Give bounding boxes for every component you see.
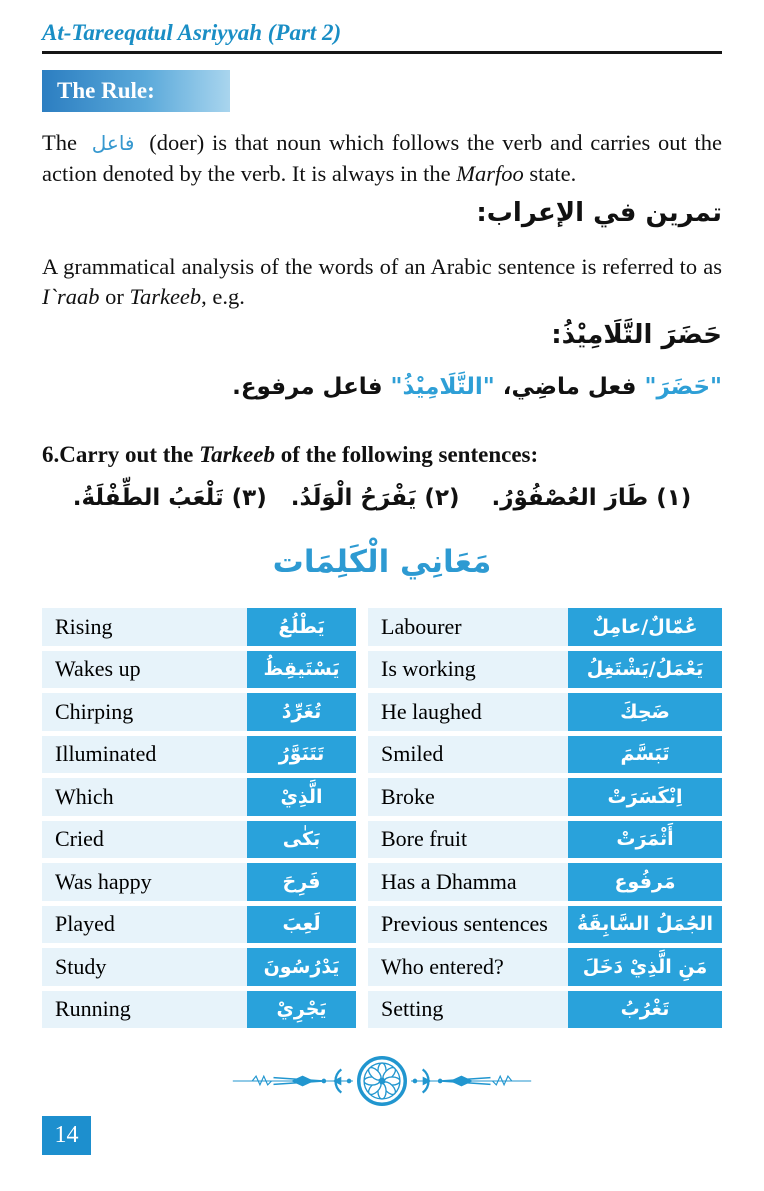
iraab-term: I`raab (42, 283, 100, 309)
page-number-badge (42, 1116, 91, 1155)
rule-heading-banner (42, 70, 230, 112)
vocab-arabic-right: مَرفُوع (568, 863, 722, 901)
vocab-english-right: Bore fruit (368, 821, 568, 859)
vocab-arabic-right: عُمّالٌ/عامِلٌ (568, 608, 722, 646)
exercise-sentences: (١) طَارَ العُصْفُوْرُ. (٢) يَفْرَحُ الْوَلَدُ. (٣) تَلْعَبُ الطِّفْلَةُ. (72, 485, 692, 511)
vocab-arabic-left: بَكٰى (247, 821, 356, 859)
rule-paragraph (42, 128, 722, 188)
irab-exercise-heading: تمرين في الإعراب: (476, 198, 722, 228)
vocabulary-heading: مَعَانِي الْكَلِمَات (272, 544, 492, 580)
table-row (42, 821, 722, 859)
irab-paragraph (42, 252, 722, 311)
analysis-text-1: فعل ماضِي، (494, 374, 645, 400)
vocab-english-left: Rising (42, 608, 247, 646)
vocab-english-left: Chirping (42, 693, 247, 731)
irab-paragraph-mid: or (99, 283, 130, 309)
exercise-6-heading (42, 442, 722, 468)
vocab-arabic-right: تَغْرُبُ (568, 991, 722, 1029)
irab-paragraph-end: , e.g. (201, 283, 245, 309)
irab-paragraph-start: A grammatical analysis of the words of an Arabic sentence is referred to as (42, 254, 722, 279)
arabic-term-doer: فاعل (91, 131, 135, 155)
vocab-english-right: Is working (368, 651, 568, 689)
column-gap (356, 651, 368, 689)
vocab-english-left: Cried (42, 821, 247, 859)
vocab-english-right: Who entered? (368, 948, 568, 986)
table-row (42, 778, 722, 816)
exercise-heading-tarkeeb: Tarkeeb (199, 442, 275, 467)
vocab-english-right: Broke (368, 778, 568, 816)
marfoo-term: Marfoo (456, 160, 524, 186)
table-row (42, 693, 722, 731)
vocab-english-right: He laughed (368, 693, 568, 731)
footer-ornament (42, 1050, 722, 1117)
table-row (42, 991, 722, 1029)
exercise-heading-end: of the following sentences: (274, 442, 539, 467)
vocab-english-right: Previous sentences (368, 906, 568, 944)
vocab-english-left: Running (42, 991, 247, 1029)
exercise-heading-start: 6.Carry out the (42, 442, 200, 467)
column-gap (356, 863, 368, 901)
vocab-english-right: Labourer (368, 608, 568, 646)
vocab-english-right: Smiled (368, 736, 568, 774)
table-row (42, 948, 722, 986)
vocab-english-left: Which (42, 778, 247, 816)
vocab-arabic-left: يَطْلُعُ (247, 608, 356, 646)
vocab-arabic-right: تَبَسَّمَ (568, 736, 722, 774)
vocab-arabic-left: الَّذِيْ (247, 778, 356, 816)
rule-paragraph-middle: (doer) is that noun which follows the verb and carries out the action denoted by the verb. It is always in the (42, 130, 722, 186)
vocab-arabic-left: فَرِحَ (247, 863, 356, 901)
vocab-arabic-right: ضَحِكَ (568, 693, 722, 731)
vocab-english-left: Illuminated (42, 736, 247, 774)
vocab-arabic-right: مَنِ الَّذِيْ دَخَلَ (568, 948, 722, 986)
rule-paragraph-start: The (42, 130, 85, 155)
table-row (42, 651, 722, 689)
table-row (42, 736, 722, 774)
analysis-text-2: فاعل مرفوع. (232, 374, 391, 400)
vocab-arabic-left: تَتَنَوَّرُ (247, 736, 356, 774)
rule-heading-label: The Rule: (57, 78, 155, 103)
vocab-arabic-left: يَدْرُسُونَ (247, 948, 356, 986)
column-gap (356, 778, 368, 816)
vocab-english-left: Played (42, 906, 247, 944)
book-title: At-Tareeqatul Asriyyah (Part 2) (42, 20, 342, 45)
header-divider-line (42, 51, 722, 54)
vocab-arabic-right: اِنْكَسَرَتْ (568, 778, 722, 816)
vocab-arabic-right: يَعْمَلُ/يَشْتَغِلُ (568, 651, 722, 689)
example-sentence-title: حَضَرَ التَّلَامِيْذُ: (551, 320, 722, 350)
vocab-arabic-right: أَثْمَرَتْ (568, 821, 722, 859)
column-gap (356, 608, 368, 646)
table-row (42, 608, 722, 646)
vocab-english-left: Was happy (42, 863, 247, 901)
quoted-verb: "حَضَرَ" (644, 374, 722, 400)
vocab-arabic-right: الجُمَلُ السَّابِقَةُ (568, 906, 722, 944)
table-row (42, 906, 722, 944)
vocab-arabic-left: يَجْرِيْ (247, 991, 356, 1029)
tarkeeb-analysis-line (42, 374, 722, 400)
column-gap (356, 948, 368, 986)
vocab-arabic-left: يَسْتَيقِظُ (247, 651, 356, 689)
column-gap (356, 906, 368, 944)
rosette-flourish-divider-icon (227, 1050, 537, 1112)
rule-paragraph-end: state. (523, 160, 577, 186)
vocab-arabic-left: لَعِبَ (247, 906, 356, 944)
column-gap (356, 821, 368, 859)
vocab-english-right: Setting (368, 991, 568, 1029)
vocab-english-left: Wakes up (42, 651, 247, 689)
column-gap (356, 991, 368, 1029)
vocab-arabic-left: تُغَرِّدُ (247, 693, 356, 731)
vocab-table (42, 608, 722, 1028)
column-gap (356, 693, 368, 731)
tarkeeb-term: Tarkeeb (129, 283, 202, 309)
table-row (42, 863, 722, 901)
page-number: 14 (54, 1122, 79, 1148)
quoted-subject: "التَّلَامِيْذُ" (390, 374, 495, 400)
column-gap (356, 736, 368, 774)
vocab-english-right: Has a Dhamma (368, 863, 568, 901)
vocab-english-left: Study (42, 948, 247, 986)
